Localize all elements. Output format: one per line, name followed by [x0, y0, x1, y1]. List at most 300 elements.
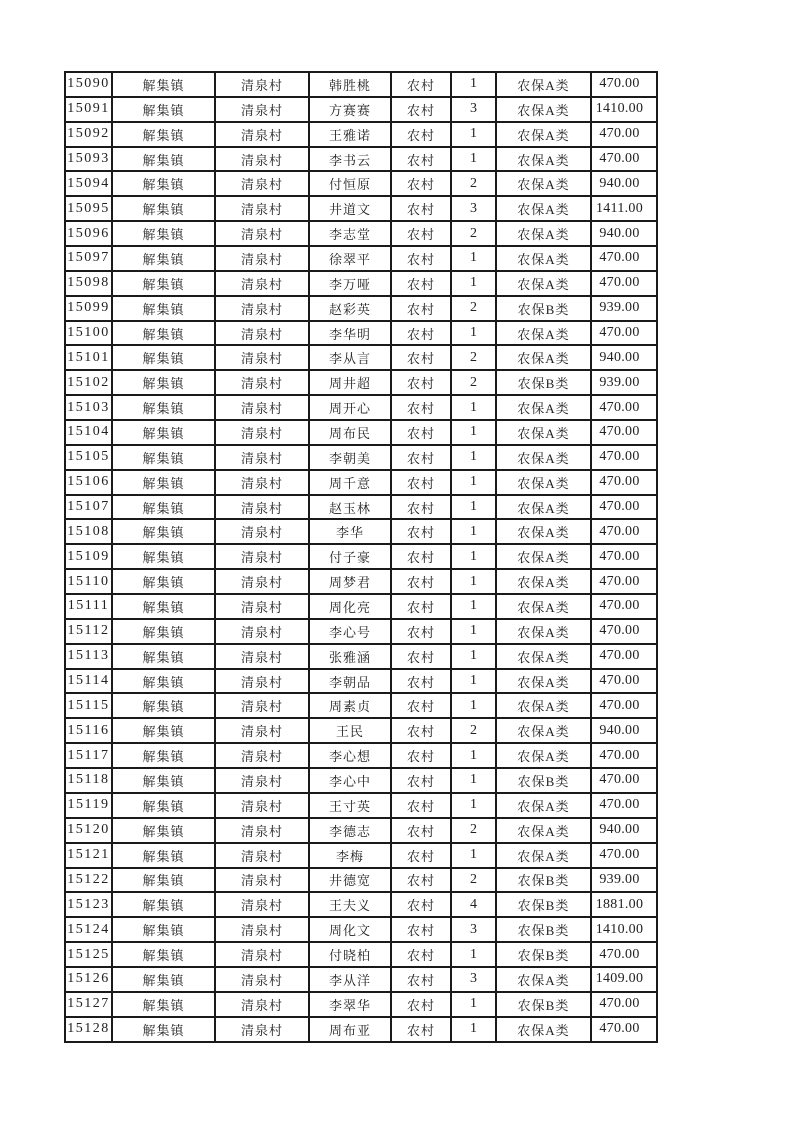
- cell-village: 清泉村: [215, 171, 309, 196]
- cell-name: 付晓柏: [309, 942, 391, 967]
- cell-village: 清泉村: [215, 196, 309, 221]
- cell-insurance-category: 农保A类: [496, 644, 591, 669]
- cell-residence-type: 农村: [391, 594, 451, 619]
- cell-village: 清泉村: [215, 271, 309, 296]
- cell-insurance-category: 农保A类: [496, 594, 591, 619]
- cell-village: 清泉村: [215, 818, 309, 843]
- cell-village: 清泉村: [215, 743, 309, 768]
- records-table-body: [65, 72, 657, 1042]
- cell-insurance-category: 农保A类: [496, 246, 591, 271]
- cell-person-count: 2: [451, 221, 496, 246]
- cell-name: 李德志: [309, 818, 391, 843]
- table-row: [65, 370, 657, 395]
- cell-name: 徐翠平: [309, 246, 391, 271]
- cell-residence-type: 农村: [391, 246, 451, 271]
- cell-record-id: 15110: [65, 569, 112, 594]
- cell-town: 解集镇: [112, 122, 215, 147]
- cell-town: 解集镇: [112, 395, 215, 420]
- cell-name: 周化文: [309, 917, 391, 942]
- cell-insurance-category: 农保A类: [496, 72, 591, 97]
- cell-name: 周梦君: [309, 569, 391, 594]
- cell-person-count: 3: [451, 196, 496, 221]
- cell-name: 李心中: [309, 768, 391, 793]
- cell-village: 清泉村: [215, 917, 309, 942]
- cell-record-id: 15096: [65, 221, 112, 246]
- cell-record-id: 15115: [65, 693, 112, 718]
- cell-village: 清泉村: [215, 843, 309, 868]
- cell-name: 李朝品: [309, 669, 391, 694]
- cell-record-id: 15114: [65, 669, 112, 694]
- cell-insurance-category: 农保B类: [496, 868, 591, 893]
- cell-residence-type: 农村: [391, 569, 451, 594]
- cell-insurance-category: 农保A类: [496, 569, 591, 594]
- table-row: [65, 843, 657, 868]
- cell-person-count: 1: [451, 544, 496, 569]
- cell-insurance-category: 农保A类: [496, 967, 591, 992]
- cell-village: 清泉村: [215, 321, 309, 346]
- cell-person-count: 3: [451, 97, 496, 122]
- cell-record-id: 15101: [65, 345, 112, 370]
- cell-village: 清泉村: [215, 370, 309, 395]
- cell-insurance-category: 农保A类: [496, 544, 591, 569]
- cell-person-count: 1: [451, 395, 496, 420]
- cell-village: 清泉村: [215, 644, 309, 669]
- cell-person-count: 1: [451, 644, 496, 669]
- cell-record-id: 15094: [65, 171, 112, 196]
- cell-insurance-category: 农保A类: [496, 669, 591, 694]
- cell-residence-type: 农村: [391, 843, 451, 868]
- cell-person-count: 2: [451, 296, 496, 321]
- cell-town: 解集镇: [112, 843, 215, 868]
- cell-name: 李书云: [309, 147, 391, 172]
- cell-person-count: 1: [451, 942, 496, 967]
- cell-name: 赵彩英: [309, 296, 391, 321]
- cell-person-count: 4: [451, 892, 496, 917]
- cell-insurance-category: 农保B类: [496, 892, 591, 917]
- cell-residence-type: 农村: [391, 171, 451, 196]
- cell-village: 清泉村: [215, 395, 309, 420]
- cell-record-id: 15117: [65, 743, 112, 768]
- cell-town: 解集镇: [112, 619, 215, 644]
- cell-record-id: 15124: [65, 917, 112, 942]
- cell-amount: 940.00: [591, 221, 657, 246]
- cell-town: 解集镇: [112, 569, 215, 594]
- cell-town: 解集镇: [112, 370, 215, 395]
- cell-record-id: 15106: [65, 470, 112, 495]
- cell-town: 解集镇: [112, 271, 215, 296]
- cell-record-id: 15116: [65, 718, 112, 743]
- cell-person-count: 2: [451, 171, 496, 196]
- cell-record-id: 15126: [65, 967, 112, 992]
- cell-person-count: 2: [451, 370, 496, 395]
- cell-person-count: 1: [451, 147, 496, 172]
- cell-amount: 470.00: [591, 147, 657, 172]
- cell-town: 解集镇: [112, 445, 215, 470]
- cell-town: 解集镇: [112, 519, 215, 544]
- cell-residence-type: 农村: [391, 221, 451, 246]
- cell-record-id: 15099: [65, 296, 112, 321]
- cell-name: 方赛赛: [309, 97, 391, 122]
- cell-town: 解集镇: [112, 644, 215, 669]
- cell-name: 王民: [309, 718, 391, 743]
- cell-name: 王雅诺: [309, 122, 391, 147]
- cell-residence-type: 农村: [391, 271, 451, 296]
- cell-amount: 470.00: [591, 594, 657, 619]
- cell-town: 解集镇: [112, 147, 215, 172]
- table-row: [65, 271, 657, 296]
- cell-town: 解集镇: [112, 321, 215, 346]
- cell-name: 周千意: [309, 470, 391, 495]
- cell-town: 解集镇: [112, 495, 215, 520]
- cell-town: 解集镇: [112, 594, 215, 619]
- cell-town: 解集镇: [112, 221, 215, 246]
- cell-village: 清泉村: [215, 470, 309, 495]
- cell-name: 付子豪: [309, 544, 391, 569]
- table-row: [65, 569, 657, 594]
- table-row: [65, 221, 657, 246]
- table-row: [65, 644, 657, 669]
- cell-insurance-category: 农保A类: [496, 97, 591, 122]
- cell-person-count: 1: [451, 445, 496, 470]
- cell-town: 解集镇: [112, 818, 215, 843]
- table-row: [65, 768, 657, 793]
- cell-village: 清泉村: [215, 122, 309, 147]
- cell-person-count: 1: [451, 1017, 496, 1042]
- cell-residence-type: 农村: [391, 470, 451, 495]
- cell-insurance-category: 农保B类: [496, 296, 591, 321]
- cell-amount: 1411.00: [591, 196, 657, 221]
- cell-amount: 940.00: [591, 818, 657, 843]
- cell-name: 李志堂: [309, 221, 391, 246]
- cell-village: 清泉村: [215, 793, 309, 818]
- cell-amount: 470.00: [591, 271, 657, 296]
- cell-residence-type: 农村: [391, 644, 451, 669]
- cell-amount: 1881.00: [591, 892, 657, 917]
- table-row: [65, 470, 657, 495]
- cell-name: 李翠华: [309, 992, 391, 1017]
- cell-person-count: 2: [451, 818, 496, 843]
- cell-insurance-category: 农保A类: [496, 147, 591, 172]
- cell-town: 解集镇: [112, 793, 215, 818]
- cell-insurance-category: 农保A类: [496, 345, 591, 370]
- cell-village: 清泉村: [215, 221, 309, 246]
- cell-person-count: 1: [451, 519, 496, 544]
- table-row: [65, 669, 657, 694]
- cell-insurance-category: 农保A类: [496, 793, 591, 818]
- cell-record-id: 15100: [65, 321, 112, 346]
- cell-amount: 1410.00: [591, 917, 657, 942]
- cell-person-count: 2: [451, 868, 496, 893]
- cell-person-count: 1: [451, 321, 496, 346]
- table-row: [65, 420, 657, 445]
- cell-insurance-category: 农保A类: [496, 743, 591, 768]
- cell-village: 清泉村: [215, 619, 309, 644]
- cell-residence-type: 农村: [391, 619, 451, 644]
- cell-residence-type: 农村: [391, 992, 451, 1017]
- cell-village: 清泉村: [215, 868, 309, 893]
- cell-record-id: 15122: [65, 868, 112, 893]
- table-row: [65, 594, 657, 619]
- cell-village: 清泉村: [215, 296, 309, 321]
- table-row: [65, 147, 657, 172]
- cell-town: 解集镇: [112, 967, 215, 992]
- cell-amount: 1410.00: [591, 97, 657, 122]
- cell-village: 清泉村: [215, 495, 309, 520]
- cell-record-id: 15125: [65, 942, 112, 967]
- cell-residence-type: 农村: [391, 420, 451, 445]
- cell-record-id: 15108: [65, 519, 112, 544]
- cell-village: 清泉村: [215, 967, 309, 992]
- cell-record-id: 15103: [65, 395, 112, 420]
- table-row: [65, 97, 657, 122]
- records-table: [64, 71, 658, 1043]
- table-row: [65, 196, 657, 221]
- table-row: [65, 743, 657, 768]
- table-row: [65, 693, 657, 718]
- table-row: [65, 967, 657, 992]
- cell-record-id: 15123: [65, 892, 112, 917]
- cell-record-id: 15120: [65, 818, 112, 843]
- cell-insurance-category: 农保A类: [496, 495, 591, 520]
- cell-name: 李从言: [309, 345, 391, 370]
- cell-town: 解集镇: [112, 868, 215, 893]
- cell-amount: 470.00: [591, 544, 657, 569]
- cell-residence-type: 农村: [391, 519, 451, 544]
- cell-amount: 470.00: [591, 246, 657, 271]
- cell-insurance-category: 农保A类: [496, 395, 591, 420]
- cell-town: 解集镇: [112, 171, 215, 196]
- cell-amount: 939.00: [591, 370, 657, 395]
- cell-record-id: 15111: [65, 594, 112, 619]
- cell-town: 解集镇: [112, 345, 215, 370]
- cell-amount: 940.00: [591, 718, 657, 743]
- cell-village: 清泉村: [215, 693, 309, 718]
- table-row: [65, 818, 657, 843]
- cell-residence-type: 农村: [391, 967, 451, 992]
- cell-amount: 939.00: [591, 868, 657, 893]
- table-row: [65, 246, 657, 271]
- cell-residence-type: 农村: [391, 196, 451, 221]
- cell-record-id: 15098: [65, 271, 112, 296]
- cell-amount: 470.00: [591, 321, 657, 346]
- cell-person-count: 1: [451, 693, 496, 718]
- cell-residence-type: 农村: [391, 147, 451, 172]
- cell-amount: 939.00: [591, 296, 657, 321]
- table-row: [65, 395, 657, 420]
- cell-village: 清泉村: [215, 345, 309, 370]
- cell-name: 周化亮: [309, 594, 391, 619]
- cell-amount: 470.00: [591, 669, 657, 694]
- cell-insurance-category: 农保A类: [496, 171, 591, 196]
- cell-person-count: 1: [451, 72, 496, 97]
- cell-record-id: 15105: [65, 445, 112, 470]
- cell-person-count: 1: [451, 246, 496, 271]
- cell-amount: 940.00: [591, 345, 657, 370]
- cell-residence-type: 农村: [391, 743, 451, 768]
- cell-insurance-category: 农保A类: [496, 718, 591, 743]
- cell-person-count: 2: [451, 345, 496, 370]
- cell-town: 解集镇: [112, 942, 215, 967]
- cell-name: 张雅涵: [309, 644, 391, 669]
- cell-amount: 470.00: [591, 743, 657, 768]
- cell-town: 解集镇: [112, 718, 215, 743]
- table-row: [65, 544, 657, 569]
- cell-insurance-category: 农保A类: [496, 445, 591, 470]
- cell-person-count: 1: [451, 768, 496, 793]
- cell-person-count: 3: [451, 967, 496, 992]
- cell-record-id: 15102: [65, 370, 112, 395]
- cell-name: 周素贞: [309, 693, 391, 718]
- cell-village: 清泉村: [215, 246, 309, 271]
- table-row: [65, 892, 657, 917]
- cell-residence-type: 农村: [391, 495, 451, 520]
- cell-record-id: 15091: [65, 97, 112, 122]
- cell-name: 李梅: [309, 843, 391, 868]
- cell-name: 李万哑: [309, 271, 391, 296]
- cell-town: 解集镇: [112, 768, 215, 793]
- table-row: [65, 942, 657, 967]
- cell-amount: 470.00: [591, 768, 657, 793]
- cell-person-count: 1: [451, 992, 496, 1017]
- cell-insurance-category: 农保A类: [496, 693, 591, 718]
- cell-village: 清泉村: [215, 519, 309, 544]
- cell-amount: 470.00: [591, 569, 657, 594]
- cell-name: 李心号: [309, 619, 391, 644]
- cell-record-id: 15097: [65, 246, 112, 271]
- table-row: [65, 296, 657, 321]
- cell-person-count: 1: [451, 594, 496, 619]
- table-row: [65, 992, 657, 1017]
- cell-amount: 470.00: [591, 445, 657, 470]
- cell-residence-type: 农村: [391, 793, 451, 818]
- cell-town: 解集镇: [112, 992, 215, 1017]
- table-row: [65, 345, 657, 370]
- cell-amount: 470.00: [591, 992, 657, 1017]
- cell-name: 王夫义: [309, 892, 391, 917]
- cell-record-id: 15112: [65, 619, 112, 644]
- cell-person-count: 1: [451, 793, 496, 818]
- cell-insurance-category: 农保A类: [496, 470, 591, 495]
- cell-amount: 470.00: [591, 1017, 657, 1042]
- table-row: [65, 445, 657, 470]
- cell-record-id: 15090: [65, 72, 112, 97]
- cell-town: 解集镇: [112, 246, 215, 271]
- cell-residence-type: 农村: [391, 917, 451, 942]
- cell-person-count: 1: [451, 569, 496, 594]
- cell-village: 清泉村: [215, 544, 309, 569]
- cell-village: 清泉村: [215, 569, 309, 594]
- cell-town: 解集镇: [112, 669, 215, 694]
- cell-village: 清泉村: [215, 97, 309, 122]
- cell-insurance-category: 农保A类: [496, 221, 591, 246]
- table-row: [65, 868, 657, 893]
- cell-person-count: 1: [451, 619, 496, 644]
- cell-record-id: 15107: [65, 495, 112, 520]
- cell-residence-type: 农村: [391, 718, 451, 743]
- cell-amount: 1409.00: [591, 967, 657, 992]
- cell-amount: 470.00: [591, 470, 657, 495]
- table-row: [65, 321, 657, 346]
- cell-insurance-category: 农保B类: [496, 942, 591, 967]
- cell-name: 周布亚: [309, 1017, 391, 1042]
- cell-village: 清泉村: [215, 992, 309, 1017]
- cell-residence-type: 农村: [391, 296, 451, 321]
- cell-name: 李华明: [309, 321, 391, 346]
- cell-town: 解集镇: [112, 420, 215, 445]
- cell-village: 清泉村: [215, 892, 309, 917]
- cell-insurance-category: 农保A类: [496, 619, 591, 644]
- cell-name: 付恒原: [309, 171, 391, 196]
- cell-insurance-category: 农保A类: [496, 1017, 591, 1042]
- cell-name: 李从洋: [309, 967, 391, 992]
- cell-name: 井道文: [309, 196, 391, 221]
- cell-residence-type: 农村: [391, 892, 451, 917]
- cell-residence-type: 农村: [391, 768, 451, 793]
- cell-insurance-category: 农保A类: [496, 519, 591, 544]
- cell-amount: 470.00: [591, 495, 657, 520]
- cell-village: 清泉村: [215, 768, 309, 793]
- cell-insurance-category: 农保B类: [496, 917, 591, 942]
- cell-record-id: 15092: [65, 122, 112, 147]
- cell-town: 解集镇: [112, 1017, 215, 1042]
- cell-record-id: 15095: [65, 196, 112, 221]
- cell-record-id: 15127: [65, 992, 112, 1017]
- cell-person-count: 2: [451, 718, 496, 743]
- cell-amount: 470.00: [591, 793, 657, 818]
- cell-amount: 470.00: [591, 693, 657, 718]
- cell-residence-type: 农村: [391, 395, 451, 420]
- cell-record-id: 15128: [65, 1017, 112, 1042]
- cell-village: 清泉村: [215, 72, 309, 97]
- cell-person-count: 1: [451, 271, 496, 296]
- cell-insurance-category: 农保A类: [496, 420, 591, 445]
- cell-town: 解集镇: [112, 544, 215, 569]
- cell-amount: 470.00: [591, 122, 657, 147]
- cell-residence-type: 农村: [391, 1017, 451, 1042]
- cell-insurance-category: 农保A类: [496, 271, 591, 296]
- cell-residence-type: 农村: [391, 97, 451, 122]
- cell-residence-type: 农村: [391, 72, 451, 97]
- cell-record-id: 15093: [65, 147, 112, 172]
- cell-residence-type: 农村: [391, 868, 451, 893]
- cell-name: 李朝美: [309, 445, 391, 470]
- cell-town: 解集镇: [112, 892, 215, 917]
- cell-record-id: 15119: [65, 793, 112, 818]
- cell-town: 解集镇: [112, 470, 215, 495]
- table-row: [65, 171, 657, 196]
- cell-amount: 470.00: [591, 619, 657, 644]
- cell-village: 清泉村: [215, 147, 309, 172]
- table-row: [65, 917, 657, 942]
- cell-person-count: 1: [451, 495, 496, 520]
- cell-record-id: 15118: [65, 768, 112, 793]
- cell-residence-type: 农村: [391, 693, 451, 718]
- cell-name: 李心想: [309, 743, 391, 768]
- cell-town: 解集镇: [112, 296, 215, 321]
- cell-insurance-category: 农保A类: [496, 818, 591, 843]
- cell-amount: 470.00: [591, 843, 657, 868]
- cell-insurance-category: 农保B类: [496, 370, 591, 395]
- cell-person-count: 1: [451, 470, 496, 495]
- cell-residence-type: 农村: [391, 445, 451, 470]
- cell-residence-type: 农村: [391, 321, 451, 346]
- cell-amount: 940.00: [591, 171, 657, 196]
- table-row: [65, 1017, 657, 1042]
- cell-person-count: 1: [451, 843, 496, 868]
- cell-amount: 470.00: [591, 420, 657, 445]
- cell-record-id: 15109: [65, 544, 112, 569]
- cell-name: 周井超: [309, 370, 391, 395]
